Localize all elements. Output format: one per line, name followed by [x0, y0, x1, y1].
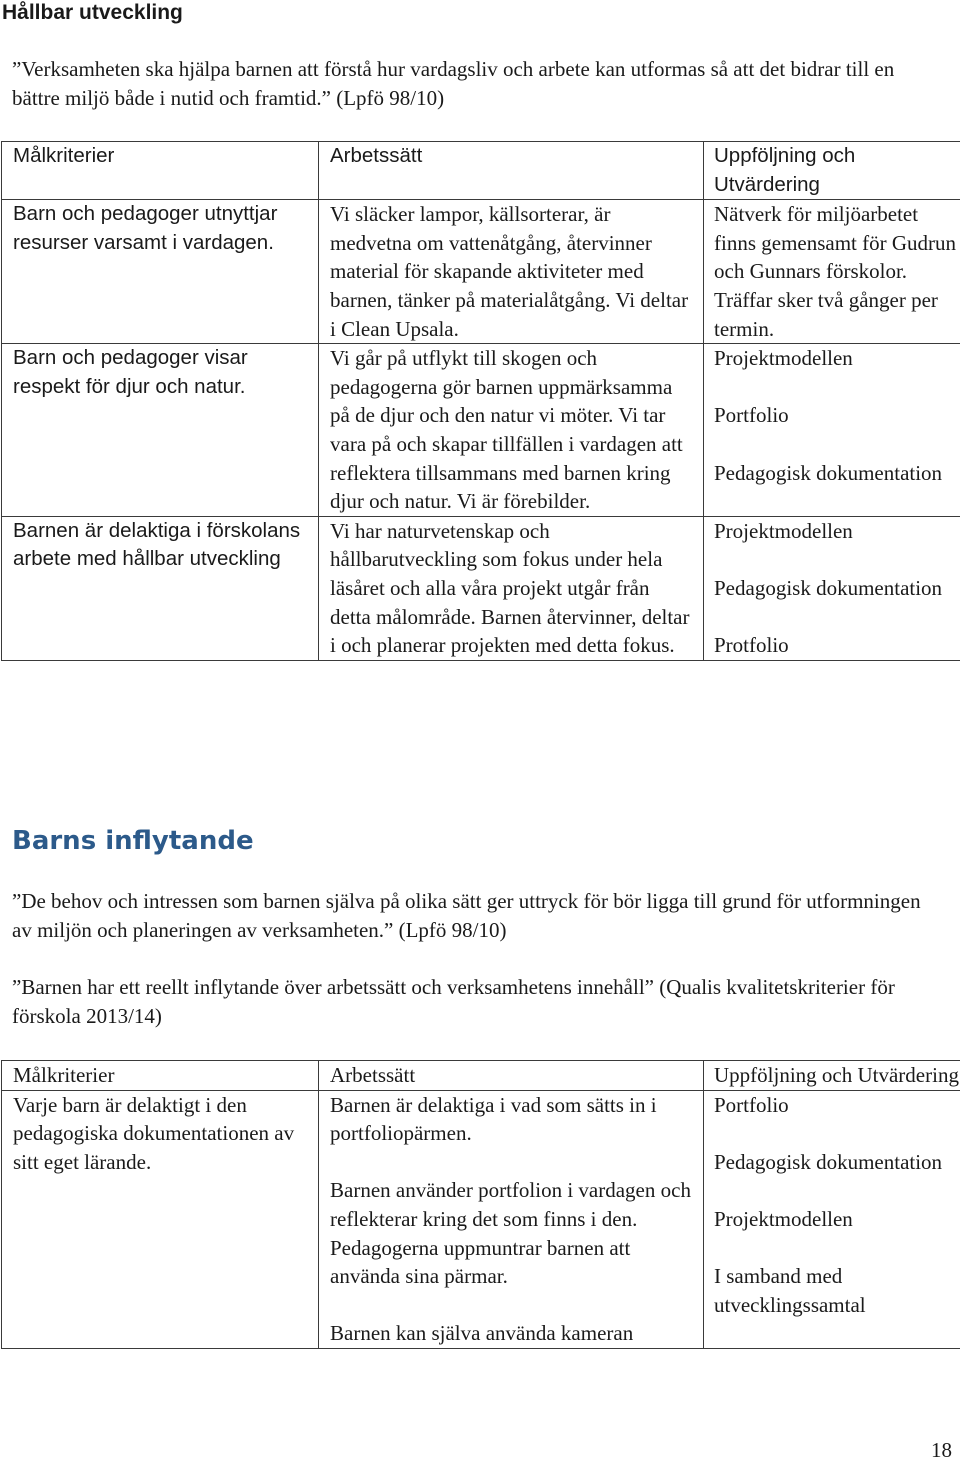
- header-malkriterier: Målkriterier: [2, 142, 319, 200]
- section-title-barns-inflytande: Barns inflytande: [12, 826, 254, 856]
- followup-item: Portfolio: [714, 1092, 789, 1117]
- table-row: [2, 1090, 960, 1348]
- method-paragraph: Barnen använder portfolion i vardagen och reflekterar kring det som finns i den. Pedagogerna uppmuntrar barnen att använda sina pärmar.: [330, 1178, 691, 1289]
- table-row: [2, 344, 960, 517]
- table-header-row: [2, 142, 960, 200]
- followup-item: Projektmodellen: [714, 1206, 853, 1231]
- quote-lpfo-inflytande: ”De behov och intressen som barnen själva på olika sätt ger uttryck för bör ligga till grund för utformningen av miljön och planeringen av verksamheten.” (Lpfö 98/10): [12, 889, 921, 942]
- method-cell: [319, 1090, 704, 1348]
- goal-cell: Barn och pedagoger visar respekt för djur och natur.: [2, 344, 319, 517]
- followup-cell: [704, 1090, 960, 1348]
- followup-item: Portfolio: [714, 403, 789, 428]
- header-arbetssatt: Arbetssätt: [319, 1061, 704, 1091]
- goal-cell: Varje barn är delaktigt i den pedagogiska dokumentationen av sitt eget lärande.: [2, 1090, 319, 1348]
- followup-cell: [704, 344, 960, 517]
- followup-item: Protfolio: [714, 633, 789, 658]
- followup-cell: [704, 516, 960, 660]
- table-header-row: [2, 1061, 960, 1091]
- method-cell: Vi har naturvetenskap och hållbarutveckling som fokus under hela läsåret och alla våra projekt utgår från detta målområde. Barnen återvinner, deltar i och planerar projekten med detta fokus.: [319, 516, 704, 660]
- hallbar-utveckling-table: [1, 141, 960, 661]
- method-cell: Vi går på utflykt till skogen och pedagogerna gör barnen uppmärksamma på de djur och den natur vi möter. Vi tar vara på och skapar tillfällen i vardagen att reflektera tillsammans med barnen kring djur och natur. Vi är förebilder.: [319, 344, 704, 517]
- barns-inflytande-table: [1, 1060, 960, 1349]
- followup-item: I samband med utvecklingssamtal: [714, 1264, 866, 1317]
- page-number: 18: [931, 1438, 952, 1462]
- followup-item: Pedagogisk dokumentation: [714, 575, 943, 600]
- header-uppfoljning: Uppföljning och Utvärdering: [704, 1061, 960, 1091]
- goal-cell: Barnen är delaktiga i förskolans arbete med hållbar utveckling: [2, 516, 319, 660]
- quote-qualis: ”Barnen har ett reellt inflytande över arbetssätt och verksamhetens innehåll” (Qualis kvalitetskriterier för förskola 2013/14): [12, 975, 895, 1028]
- goal-cell: Barn och pedagoger utnyttjar resurser varsamt i vardagen.: [2, 200, 319, 344]
- table-row: [2, 516, 960, 660]
- header-uppfoljning: Uppföljning och Utvärdering: [704, 142, 960, 200]
- followup-item: Pedagogisk dokumentation: [714, 460, 943, 485]
- section-title-hallbar-utveckling: Hållbar utveckling: [2, 1, 183, 24]
- table-row: [2, 200, 960, 344]
- method-paragraph: Barnen är delaktiga i vad som sätts in i portfoliopärmen.: [330, 1092, 657, 1146]
- followup-item: Pedagogisk dokumentation: [714, 1149, 943, 1174]
- followup-item: Projektmodellen: [714, 346, 853, 371]
- quote-lpfo-hallbar: ”Verksamheten ska hjälpa barnen att förstå hur vardagsliv och arbete kan utformas så att det bidrar till en bättre miljö både i nutid och framtid.” (Lpfö 98/10): [12, 57, 895, 110]
- followup-item: Projektmodellen: [714, 518, 853, 543]
- followup-cell: Nätverk för miljöarbetet finns gemensamt för Gudrun och Gunnars förskolor. Träffar sker två gånger per termin.: [704, 200, 960, 344]
- method-paragraph: Barnen kan själva använda kameran: [330, 1321, 634, 1346]
- header-arbetssatt: Arbetssätt: [319, 142, 704, 200]
- method-cell: Vi släcker lampor, källsorterar, är medvetna om vattenåtgång, återvinner material för skapande aktiviteter med barnen, tänker på materialåtgång. Vi deltar i Clean Upsala.: [319, 200, 704, 344]
- header-malkriterier: Målkriterier: [2, 1061, 319, 1091]
